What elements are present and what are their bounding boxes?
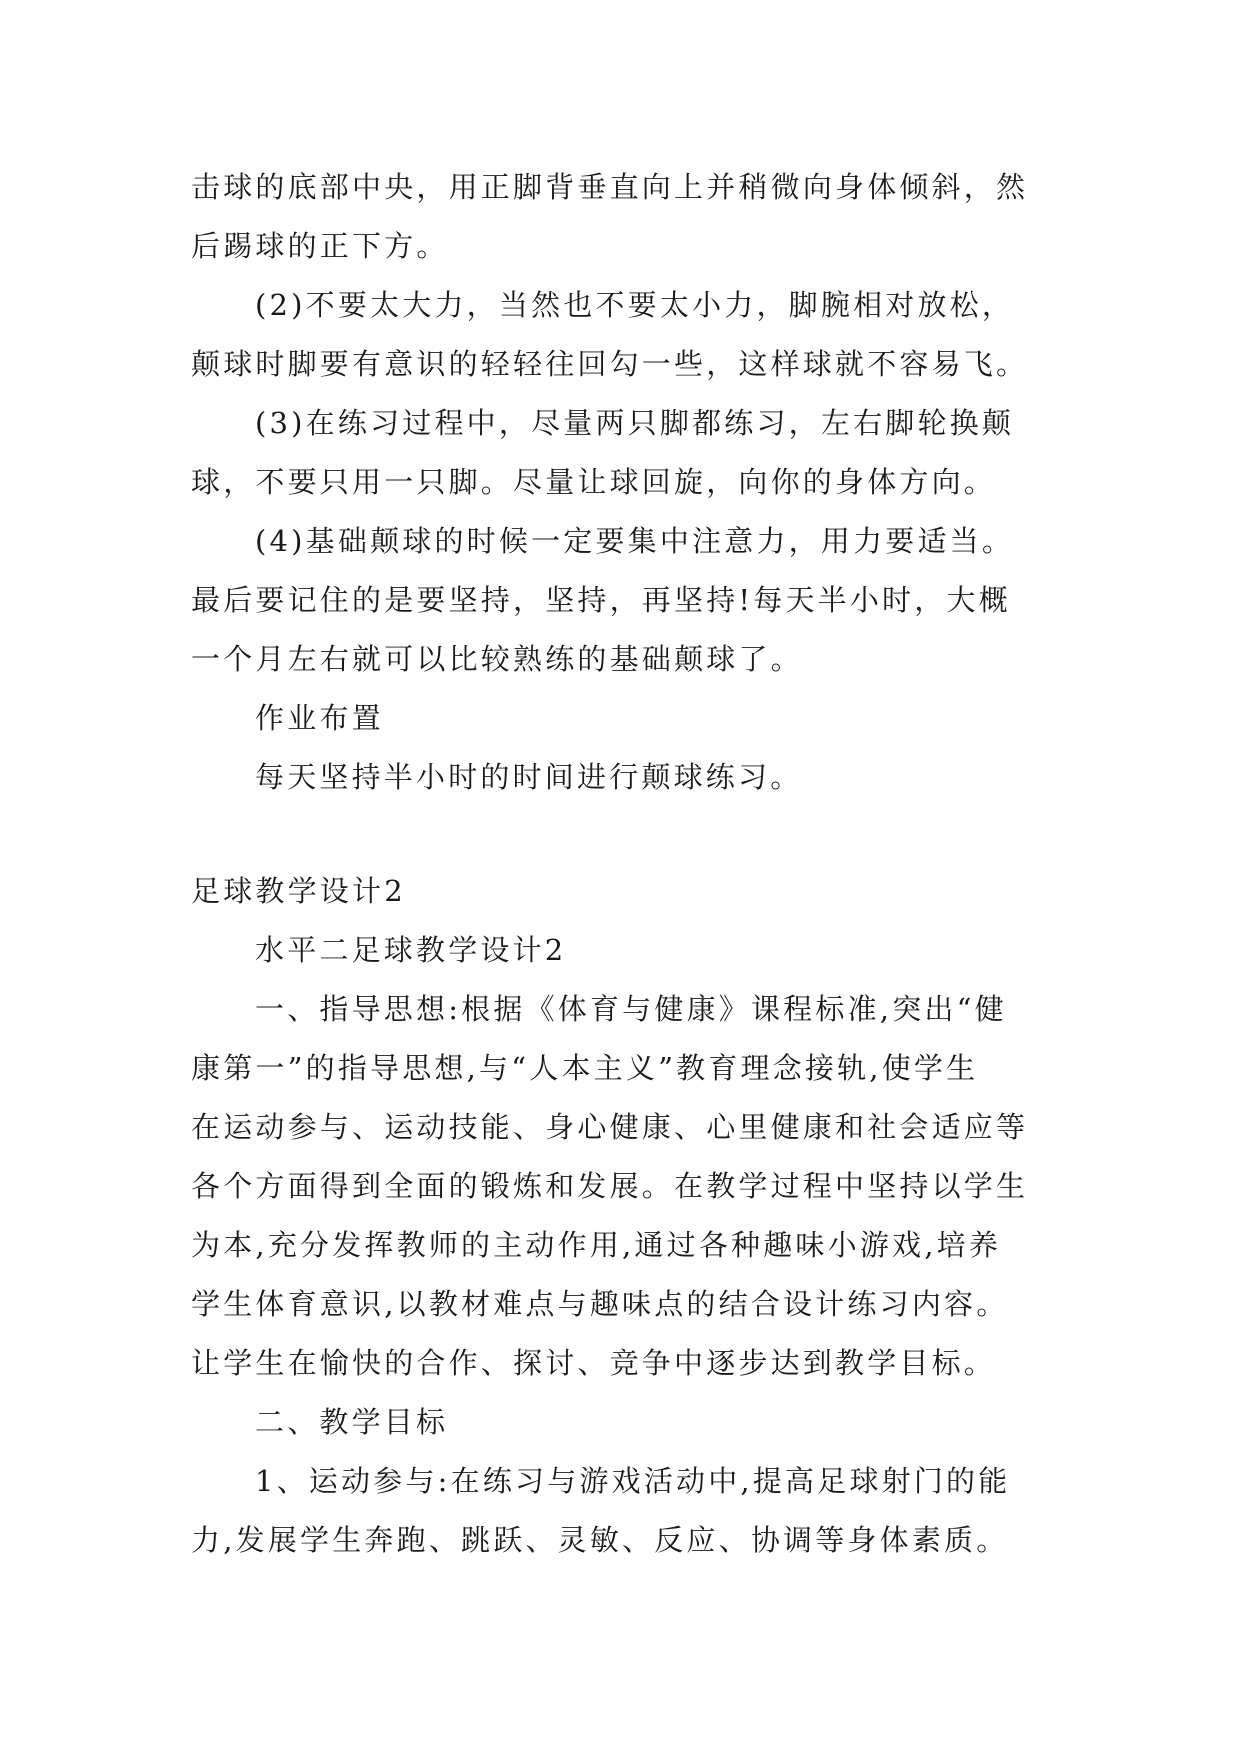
paragraph-line: 力,发展学生奔跑、跳跃、灵敏、反应、协调等身体素质。 (191, 1523, 1009, 1557)
paragraph-line: 康第一”的指导思想,与“人本主义”教育理念接轨,使学生 (191, 1051, 979, 1085)
paragraph-line: (2)不要太大力，当然也不要太小力，脚腕相对放松， (255, 288, 1015, 322)
subheading-objectives: 二、教学目标 (255, 1405, 449, 1439)
paragraph-line: 学生体育意识,以教材难点与趣味点的结合设计练习内容。 (191, 1287, 1009, 1321)
paragraph-line: 一个月左右就可以比较熟练的基础颠球了。 (191, 642, 803, 676)
section-title: 足球教学设计2 (191, 874, 406, 908)
paragraph-line: 一、指导思想:根据《体育与健康》课程标准,突出“健 (255, 992, 1007, 1026)
paragraph-line: 击球的底部中央，用正脚背垂直向上并稍微向身体倾斜，然 (191, 170, 1029, 204)
paragraph-line: 最后要记住的是要坚持，坚持，再坚持!每天半小时，大概 (191, 583, 1011, 617)
paragraph-line: (3)在练习过程中，尽量两只脚都练习，左右脚轮换颠 (255, 406, 1015, 440)
paragraph-line: 球，不要只用一只脚。尽量让球回旋，向你的身体方向。 (191, 465, 997, 499)
section-gap (191, 807, 1051, 862)
homework-heading: 作业布置 (255, 701, 384, 735)
document-body (191, 158, 1051, 1570)
section-subtitle: 水平二足球教学设计2 (255, 933, 567, 967)
paragraph-line: 颠球时脚要有意识的轻轻往回勾一些，这样球就不容易飞。 (191, 347, 1029, 381)
homework-text: 每天坚持半小时的时间进行颠球练习。 (255, 760, 803, 794)
paragraph-line: 各个方面得到全面的锻炼和发展。在教学过程中坚持以学生 (191, 1169, 1029, 1203)
paragraph-line: 1、运动参与:在练习与游戏活动中,提高足球射门的能 (255, 1464, 1011, 1498)
paragraph-line: 让学生在愉快的合作、探讨、竞争中逐步达到教学目标。 (191, 1346, 997, 1380)
paragraph-line: 后踢球的正下方。 (191, 229, 449, 263)
paragraph-line: 为本,充分发挥教师的主动作用,通过各种趣味小游戏,培养 (191, 1228, 1002, 1262)
paragraph-line: 在运动参与、运动技能、身心健康、心里健康和社会适应等 (191, 1110, 1029, 1144)
paragraph-line: (4)基础颠球的时候一定要集中注意力，用力要适当。 (255, 524, 1015, 558)
